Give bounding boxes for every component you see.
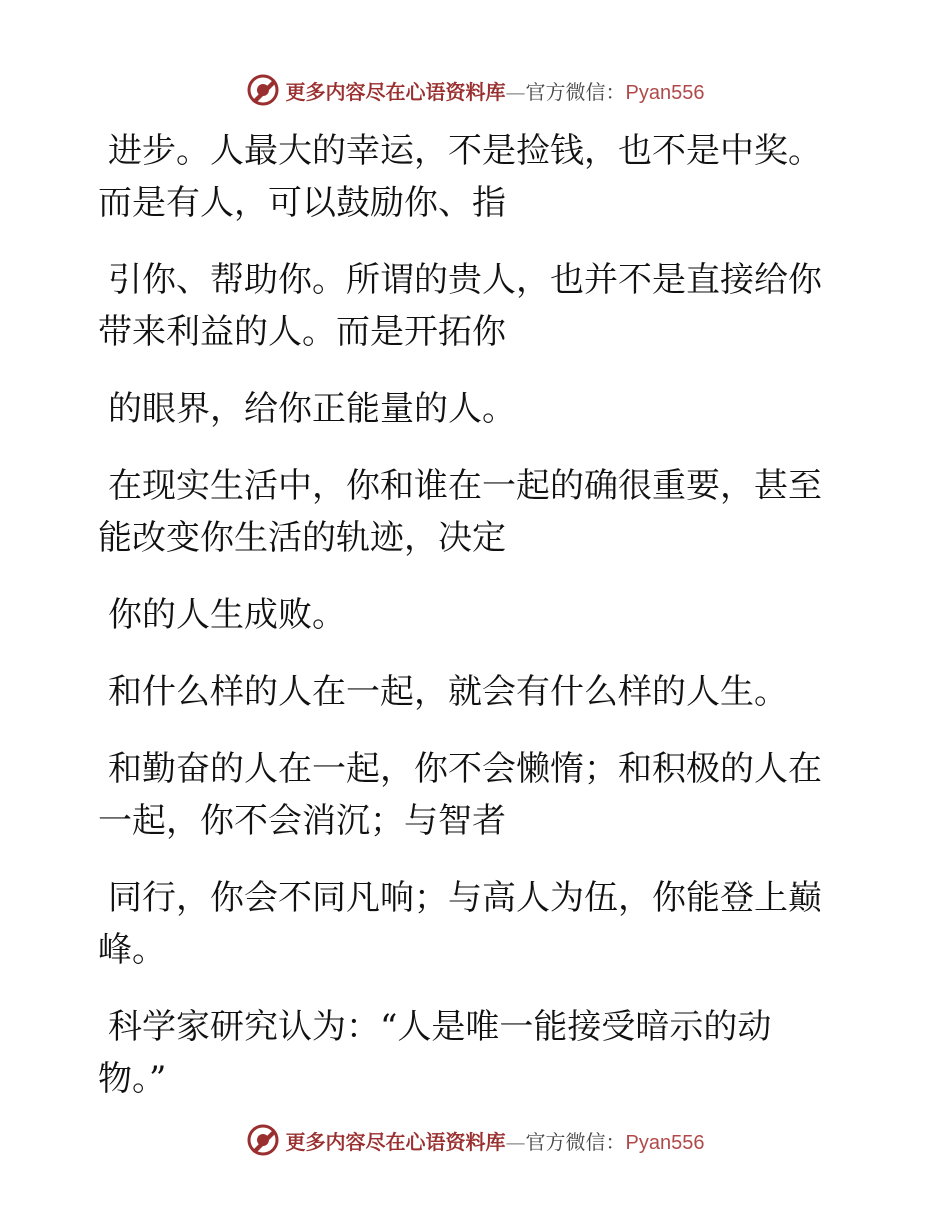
- paragraph-line: 引你、帮助你。所谓的贵人，也并不是直接给你: [108, 260, 822, 300]
- paragraph-line: 一起，你不会消沉；与智者: [98, 801, 506, 841]
- paragraph-9: [98, 1001, 838, 1105]
- paragraph-line: 科学家研究认为：“人是唯一能接受暗示的动: [108, 1007, 772, 1047]
- paragraph-line: 进步。人最大的幸运，不是捡钱，也不是中奖。: [108, 131, 822, 171]
- header-banner-dash: —: [505, 79, 526, 104]
- paragraph-3: [98, 383, 838, 435]
- paragraph-line: 能改变你生活的轨迹，决定: [98, 518, 506, 558]
- header-banner-text: [286, 76, 705, 105]
- paragraph-line: 峰。: [98, 930, 166, 970]
- paragraph-line: 同行，你会不同凡响；与高人为伍，你能登上巅: [108, 878, 822, 918]
- paragraph-8: [98, 872, 838, 976]
- paragraph-line: 在现实生活中，你和谁在一起的确很重要，甚至: [108, 466, 822, 506]
- paragraph-line: 你的人生成败。: [108, 595, 346, 635]
- header-banner: [0, 70, 950, 110]
- paragraph-line: 而是有人，可以鼓励你、指: [98, 183, 506, 223]
- paragraph-line: 物。”: [98, 1059, 167, 1099]
- footer-banner-text: [286, 1126, 705, 1155]
- header-banner-wechat: 官方微信：: [525, 79, 626, 104]
- quill-logo-icon: [246, 73, 280, 107]
- quill-logo-icon: [246, 1123, 280, 1157]
- footer-banner-wechat: 官方微信：: [525, 1129, 626, 1154]
- paragraph-7: [98, 743, 838, 847]
- paragraph-line: 带来利益的人。而是开拓你: [98, 312, 506, 352]
- paragraph-1: [98, 125, 838, 229]
- footer-banner: [0, 1120, 950, 1160]
- paragraph-2: [98, 254, 838, 358]
- footer-banner-dash: —: [505, 1129, 526, 1154]
- header-banner-main: 更多内容尽在心语资料库: [285, 79, 506, 104]
- paragraph-line: 和什么样的人在一起，就会有什么样的人生。: [108, 672, 788, 712]
- footer-banner-main: 更多内容尽在心语资料库: [285, 1129, 506, 1154]
- paragraph-line: 的眼界，给你正能量的人。: [108, 389, 516, 429]
- footer-banner-id: Pyan556: [625, 1131, 705, 1154]
- paragraph-5: [98, 589, 838, 641]
- document-body: [98, 125, 838, 1130]
- paragraph-line: 和勤奋的人在一起，你不会懒惰；和积极的人在: [108, 749, 822, 789]
- paragraph-4: [98, 460, 838, 564]
- header-banner-id: Pyan556: [625, 81, 705, 104]
- paragraph-6: [98, 666, 838, 718]
